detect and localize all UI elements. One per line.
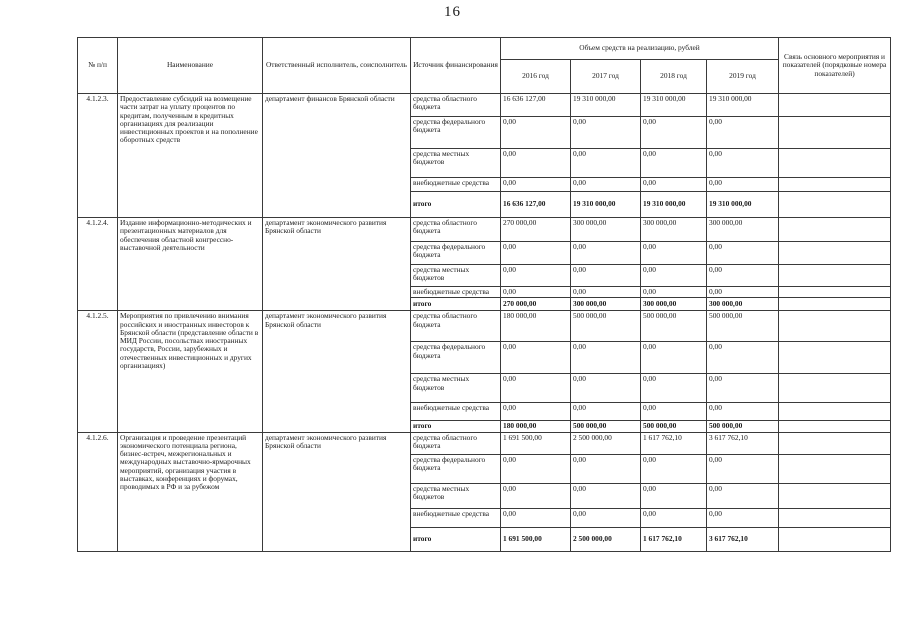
item-executor: департамент экономического развития Брянской области — [263, 432, 411, 551]
amount-cell: 0,00 — [571, 149, 641, 178]
funding-source: средства местных бюджетов — [411, 149, 501, 178]
funding-source: внебюджетные средства — [411, 287, 501, 298]
indicator-link-cell — [779, 342, 891, 374]
header-year-2017: 2017 год — [571, 60, 641, 94]
header-year-2019: 2019 год — [707, 60, 779, 94]
indicator-link-cell — [779, 242, 891, 265]
amount-cell: 500 000,00 — [641, 421, 707, 432]
item-executor: департамент экономического развития Брянской области — [263, 218, 411, 311]
amount-cell: 0,00 — [641, 403, 707, 421]
indicator-link-cell — [779, 454, 891, 483]
amount-cell: 0,00 — [641, 374, 707, 403]
item-name: Предоставление субсидий на возмещение части затрат на уплату процентов по кредитам, полученным в кредитных организациях для реализации инвестиционных проектов и на пополнение оборотных средств — [118, 94, 263, 218]
funding-source: средства местных бюджетов — [411, 374, 501, 403]
amount-cell: 1 691 500,00 — [501, 527, 571, 551]
header-num: № п/п — [78, 38, 118, 94]
amount-cell: 0,00 — [501, 374, 571, 403]
amount-cell: 500 000,00 — [571, 311, 641, 342]
amount-cell: 300 000,00 — [641, 218, 707, 242]
funding-source: средства областного бюджета — [411, 218, 501, 242]
amount-cell: 0,00 — [707, 483, 779, 508]
amount-cell: 0,00 — [641, 508, 707, 527]
item-number: 4.1.2.6. — [78, 432, 118, 551]
funding-source: внебюджетные средства — [411, 178, 501, 192]
amount-cell: 0,00 — [707, 242, 779, 265]
header-source: Источник финансирования — [411, 38, 501, 94]
amount-cell: 0,00 — [707, 342, 779, 374]
amount-cell: 500 000,00 — [571, 421, 641, 432]
funding-source: итого — [411, 192, 501, 218]
item-number: 4.1.2.3. — [78, 94, 118, 218]
amount-cell: 0,00 — [501, 178, 571, 192]
amount-cell: 0,00 — [571, 483, 641, 508]
amount-cell: 500 000,00 — [707, 421, 779, 432]
amount-cell: 0,00 — [641, 342, 707, 374]
funding-source: средства местных бюджетов — [411, 483, 501, 508]
amount-cell: 300 000,00 — [707, 218, 779, 242]
amount-cell: 0,00 — [641, 242, 707, 265]
amount-cell: 500 000,00 — [707, 311, 779, 342]
amount-cell: 300 000,00 — [641, 298, 707, 311]
header-year-2016: 2016 год — [501, 60, 571, 94]
header-link: Связь основного мероприятия и показателей (порядковые номера показателей) — [779, 38, 891, 94]
funding-source: средства федерального бюджета — [411, 342, 501, 374]
item-number: 4.1.2.5. — [78, 311, 118, 432]
funding-source: средства федерального бюджета — [411, 454, 501, 483]
indicator-link-cell — [779, 421, 891, 432]
funding-source: средства федерального бюджета — [411, 242, 501, 265]
header-volume: Объем средств на реализацию, рублей — [501, 38, 779, 60]
indicator-link-cell — [779, 527, 891, 551]
amount-cell: 0,00 — [641, 117, 707, 149]
indicator-link-cell — [779, 311, 891, 342]
amount-cell: 0,00 — [641, 265, 707, 287]
amount-cell: 0,00 — [501, 508, 571, 527]
amount-cell: 0,00 — [641, 178, 707, 192]
indicator-link-cell — [779, 117, 891, 149]
amount-cell: 0,00 — [571, 454, 641, 483]
indicator-link-cell — [779, 374, 891, 403]
table-row — [78, 432, 891, 454]
funding-source: итого — [411, 421, 501, 432]
header-year-2018: 2018 год — [641, 60, 707, 94]
amount-cell: 500 000,00 — [641, 311, 707, 342]
funding-table — [77, 37, 891, 552]
amount-cell: 0,00 — [571, 374, 641, 403]
indicator-link-cell — [779, 403, 891, 421]
amount-cell: 0,00 — [571, 242, 641, 265]
table-row — [78, 311, 891, 342]
amount-cell: 300 000,00 — [571, 218, 641, 242]
amount-cell: 2 500 000,00 — [571, 527, 641, 551]
amount-cell: 0,00 — [501, 483, 571, 508]
indicator-link-cell — [779, 298, 891, 311]
amount-cell: 0,00 — [501, 242, 571, 265]
amount-cell: 0,00 — [501, 149, 571, 178]
amount-cell: 0,00 — [501, 454, 571, 483]
funding-source: средства областного бюджета — [411, 432, 501, 454]
amount-cell: 0,00 — [501, 342, 571, 374]
amount-cell: 1 617 762,10 — [641, 432, 707, 454]
indicator-link-cell — [779, 149, 891, 178]
amount-cell: 0,00 — [501, 287, 571, 298]
amount-cell: 16 636 127,00 — [501, 192, 571, 218]
indicator-link-cell — [779, 432, 891, 454]
amount-cell: 0,00 — [707, 454, 779, 483]
amount-cell: 19 310 000,00 — [641, 192, 707, 218]
amount-cell: 3 617 762,10 — [707, 432, 779, 454]
amount-cell: 270 000,00 — [501, 298, 571, 311]
amount-cell: 0,00 — [707, 149, 779, 178]
funding-source: средства областного бюджета — [411, 94, 501, 117]
amount-cell: 19 310 000,00 — [641, 94, 707, 117]
amount-cell: 0,00 — [707, 265, 779, 287]
amount-cell: 0,00 — [641, 287, 707, 298]
header-executor: Ответственный исполнитель, соисполнитель — [263, 38, 411, 94]
amount-cell: 1 617 762,10 — [641, 527, 707, 551]
table-row — [78, 218, 891, 242]
amount-cell: 300 000,00 — [571, 298, 641, 311]
amount-cell: 3 617 762,10 — [707, 527, 779, 551]
amount-cell: 16 636 127,00 — [501, 94, 571, 117]
item-name: Издание информационно-методических и презентационных материалов для обеспечения областной конгрессно-выставочной деятельности — [118, 218, 263, 311]
amount-cell: 0,00 — [707, 403, 779, 421]
amount-cell: 0,00 — [707, 178, 779, 192]
amount-cell: 0,00 — [571, 178, 641, 192]
amount-cell: 0,00 — [641, 483, 707, 508]
funding-source: средства областного бюджета — [411, 311, 501, 342]
amount-cell: 0,00 — [707, 117, 779, 149]
amount-cell: 300 000,00 — [707, 298, 779, 311]
amount-cell: 0,00 — [641, 454, 707, 483]
indicator-link-cell — [779, 94, 891, 117]
page-number: 16 — [444, 4, 461, 20]
header-name: Наименование — [118, 38, 263, 94]
amount-cell: 0,00 — [571, 342, 641, 374]
amount-cell: 0,00 — [501, 117, 571, 149]
amount-cell: 0,00 — [571, 117, 641, 149]
amount-cell: 180 000,00 — [501, 311, 571, 342]
funding-source: итого — [411, 527, 501, 551]
amount-cell: 0,00 — [641, 149, 707, 178]
indicator-link-cell — [779, 192, 891, 218]
funding-source: внебюджетные средства — [411, 508, 501, 527]
amount-cell: 0,00 — [571, 287, 641, 298]
funding-source: итого — [411, 298, 501, 311]
amount-cell: 19 310 000,00 — [707, 192, 779, 218]
amount-cell: 270 000,00 — [501, 218, 571, 242]
amount-cell: 0,00 — [707, 374, 779, 403]
indicator-link-cell — [779, 218, 891, 242]
amount-cell: 0,00 — [571, 265, 641, 287]
funding-source: средства местных бюджетов — [411, 265, 501, 287]
indicator-link-cell — [779, 483, 891, 508]
amount-cell: 1 691 500,00 — [501, 432, 571, 454]
amount-cell: 19 310 000,00 — [571, 192, 641, 218]
item-executor: департамент экономического развития Брянской области — [263, 311, 411, 432]
indicator-link-cell — [779, 287, 891, 298]
funding-source: средства федерального бюджета — [411, 117, 501, 149]
amount-cell: 0,00 — [571, 508, 641, 527]
indicator-link-cell — [779, 265, 891, 287]
amount-cell: 2 500 000,00 — [571, 432, 641, 454]
table-row — [78, 94, 891, 117]
amount-cell: 19 310 000,00 — [571, 94, 641, 117]
amount-cell: 0,00 — [707, 508, 779, 527]
item-number: 4.1.2.4. — [78, 218, 118, 311]
amount-cell: 180 000,00 — [501, 421, 571, 432]
amount-cell: 0,00 — [501, 403, 571, 421]
table-body — [78, 94, 891, 552]
amount-cell: 19 310 000,00 — [707, 94, 779, 117]
amount-cell: 0,00 — [571, 403, 641, 421]
indicator-link-cell — [779, 178, 891, 192]
amount-cell: 0,00 — [707, 287, 779, 298]
item-name: Организация и проведение презентаций экономического потенциала региона, бизнес-встреч, межрегиональных и международных выставочно-ярмарочных мероприятий, организация участия в выставках, конференциях и форумах, проводимых в РФ и за рубежом — [118, 432, 263, 551]
funding-source: внебюджетные средства — [411, 403, 501, 421]
item-name: Мероприятия по привлечению внимания российских и иностранных инвесторов к Брянской области (представление области в МИД России, посольствах иностранных государств, России, зарубежных и отечественных инвестиционных и других организациях) — [118, 311, 263, 432]
indicator-link-cell — [779, 508, 891, 527]
amount-cell: 0,00 — [501, 265, 571, 287]
item-executor: департамент финансов Брянской области — [263, 94, 411, 218]
